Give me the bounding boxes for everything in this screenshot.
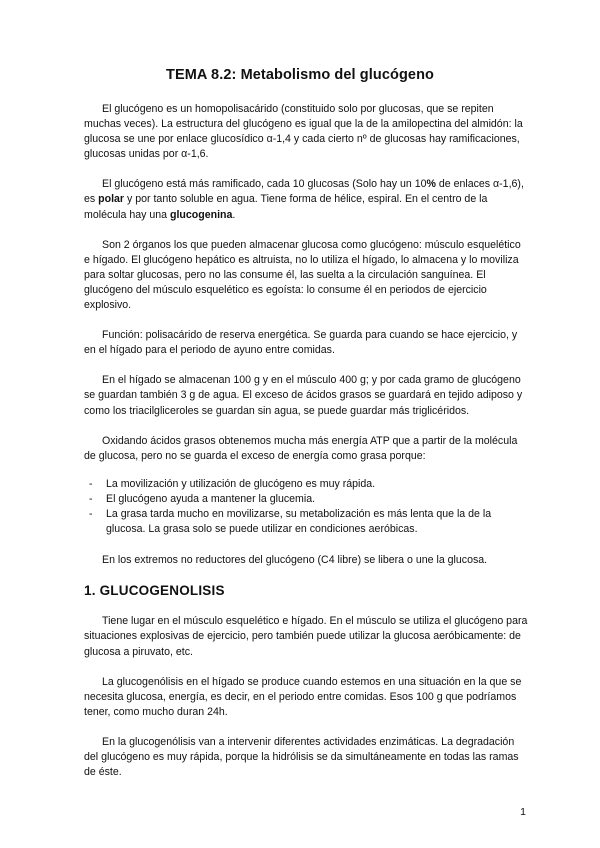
list-item-text: El glucógeno ayuda a mantener la glucemia.: [106, 492, 316, 505]
paragraph-glucogenolisis-liver: La glucogenólisis en el hígado se produce cuando estemos en una situación en la que se necesita glucosa, energía, es decir, en el periodo entre comidas. Esos 100 g que podríamos tener, como mucho duran 24h.: [84, 675, 522, 718]
list-item: [84, 477, 528, 492]
bullet-dash: -: [89, 477, 93, 490]
paragraph-structure-text-d: .: [232, 208, 236, 221]
bullet-dash: -: [89, 507, 93, 520]
section-heading-glucogenolisis: 1. GLUCOGENOLISIS: [84, 583, 225, 599]
paragraph-structure-text-b: de enlaces α-1,6), es: [84, 178, 524, 206]
paragraph-structure-text-a: El glucógeno está más ramificado, cada 10 glucosas (Solo hay un 10: [102, 178, 427, 191]
paragraph-glucogenolisis-enzymes: En la glucogenólisis van a intervenir diferentes actividades enzimáticas. La degradación del glucógeno es muy rápida, porque la hidrólisis se da simultáneamente en todas las ramas de éste.: [84, 735, 519, 779]
paragraph-intro: El glucógeno es un homopolisacárido (constituido solo por glucosas, que se repiten muchas veces). La estructura del glucógeno es igual que la de la amilopectina del almidón: la glucosa se une por enlace glucosídico α-1,4 y cada cierto nº de glucosas hay ramificaciones, glucosas unidas por α-1,6.: [84, 103, 523, 161]
term-glucogenina: glucogenina: [169, 208, 233, 221]
percent-sign: %: [426, 178, 436, 191]
paragraph-function: Función: polisacárido de reserva energética. Se guarda para cuando se hace ejercicio, y en el hígado para el periodo de ayuno entre comidas.: [84, 329, 518, 357]
page-title: TEMA 8.2: Metabolismo del glucógeno: [165, 67, 434, 83]
reasons-list: [84, 477, 528, 537]
list-item: [84, 492, 528, 507]
term-polar: polar: [98, 193, 125, 206]
list-item-text: La grasa tarda mucho en movilizarse, su metabolización es más lenta que la de la glucosa. La grasa solo se puede utilizar en condiciones aeróbicas.: [106, 507, 492, 536]
paragraph-energy: Oxidando ácidos grasos obtenemos mucha más energía ATP que a partir de la molécula de glucosa, pero no se guarda el exceso de energía como grasa porque:: [84, 434, 518, 462]
paragraph-structure-text-c: y por tanto soluble en agua. Tiene forma de hélice, espiral. En el centro de la molécula hay una: [84, 193, 488, 221]
document-body: [84, 102, 528, 795]
list-item: [84, 507, 528, 537]
paragraph-storage: En el hígado se almacenan 100 g y en el músculo 400 g; y por cada gramo de glucógeno se guardan también 3 g de agua. El exceso de ácidos grasos se guardará en tejido adiposo y como los triacilgliceroles se guardan sin agua, se puede guardar más triglicéridos.: [84, 374, 523, 417]
paragraph-non-reducing-ends: En los extremos no reductores del glucógeno (C4 libre) se libera o une la glucosa.: [102, 554, 488, 567]
bullet-dash: -: [89, 492, 93, 505]
list-item-text: La movilización y utilización de glucógeno es muy rápida.: [106, 477, 376, 490]
paragraph-glucogenolisis-location: Tiene lugar en el músculo esquelético e hígado. En el músculo se utiliza el glucógeno para situaciones explosivas de ejercicio, pero también puede utilizar la glucosa aeróbicamente: de glucosa a piruvato, etc.: [84, 615, 528, 658]
page-number: 1: [520, 806, 526, 818]
paragraph-organs: Son 2 órganos los que pueden almacenar glucosa como glucógeno: músculo esquelético e hígado. El glucógeno hepático es altruista, no lo utiliza el hígado, lo almacena y lo moviliza para soltar glucosas, pero no las consume él, las suelta a la circulación sanguínea. El glucógeno del músculo esquelético es egoísta: lo consume él en periodos de ejercicio explosivo.: [84, 238, 521, 312]
paragraph-structure: [84, 177, 528, 222]
